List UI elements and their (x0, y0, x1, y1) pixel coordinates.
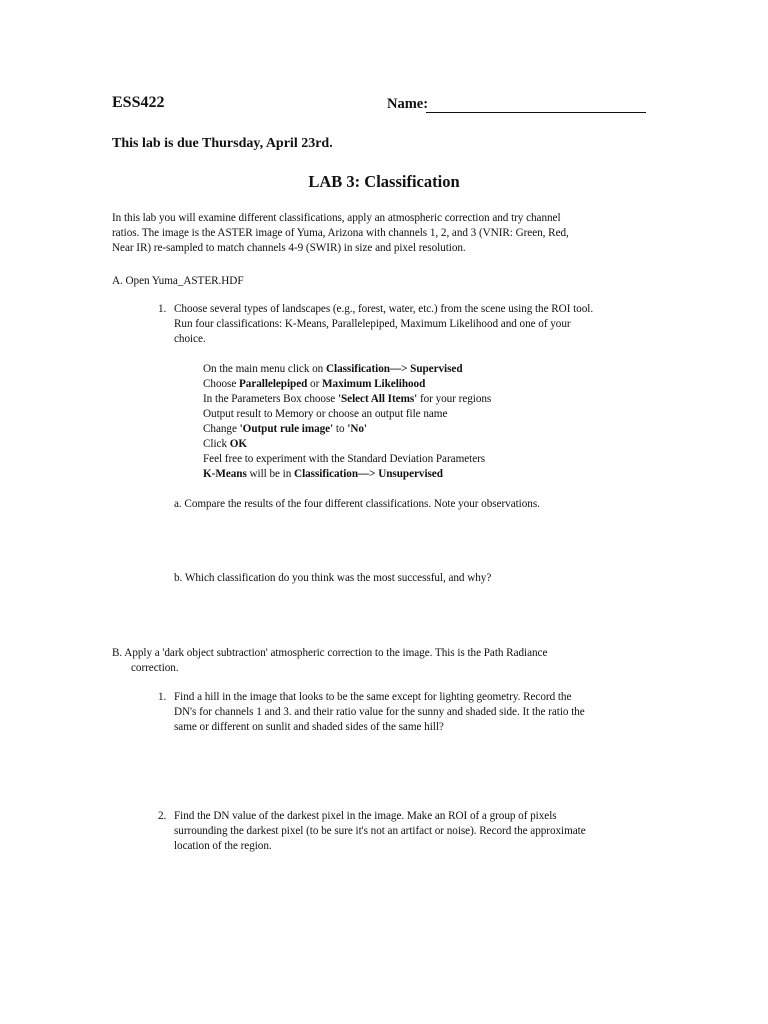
item-number: 2. (158, 810, 167, 822)
question-b: b. Which classification do you think was the most successful, and why? (174, 572, 492, 584)
item-line: surrounding the darkest pixel (to be sure it's not an artifact or noise). Record the approximate (174, 825, 586, 837)
step-line: Output result to Memory or choose an output file name (203, 408, 448, 420)
item-number: 1. (158, 303, 167, 315)
section-b-heading-cont: correction. (131, 662, 179, 674)
section-b-item-1 (174, 690, 585, 735)
step-line: K-Means will be in Classification—> Unsupervised (203, 468, 443, 480)
section-b-heading: B. Apply a 'dark object subtraction' atmospheric correction to the image. This is the Path Radiance (112, 647, 548, 659)
item-line: Find a hill in the image that looks to be the same except for lighting geometry. Record the (174, 691, 572, 703)
due-date: This lab is due Thursday, April 23rd. (112, 136, 333, 151)
item-line: DN's for channels 1 and 3. and their ratio value for the sunny and shaded side. It the ratio the (174, 706, 585, 718)
instruction-steps (203, 362, 491, 482)
course-code: ESS422 (112, 94, 165, 111)
step-line: Click OK (203, 438, 248, 450)
step-line: Feel free to experiment with the Standard Deviation Parameters (203, 453, 486, 465)
lab-title: LAB 3: Classification (308, 172, 460, 191)
intro-line: ratios. The image is the ASTER image of Yuma, Arizona with channels 1, 2, and 3 (VNIR: Green, Red, (112, 227, 569, 239)
item-line: Find the DN value of the darkest pixel in the image. Make an ROI of a group of pixels (174, 810, 557, 822)
item-line: location of the region. (174, 840, 272, 852)
intro-line: In this lab you will examine different classifications, apply an atmospheric correction and try channel (112, 212, 561, 224)
intro-paragraph (112, 211, 569, 256)
item-line: choice. (174, 333, 206, 345)
section-a-item-1 (174, 302, 593, 347)
name-label: Name: (387, 96, 429, 112)
step-line: Change 'Output rule image' to 'No' (203, 423, 367, 435)
item-line: same or different on sunlit and shaded sides of the same hill? (174, 721, 444, 733)
item-line: Choose several types of landscapes (e.g., forest, water, etc.) from the scene using the ROI tool. (174, 303, 594, 315)
step-line: Choose Parallelepiped or Maximum Likelihood (203, 378, 426, 390)
item-number: 1. (158, 691, 167, 703)
item-line: Run four classifications: K-Means, Parallelepiped, Maximum Likelihood and one of your (174, 318, 571, 330)
question-a: a. Compare the results of the four different classifications. Note your observations. (174, 498, 540, 510)
section-a-heading: A. Open Yuma_ASTER.HDF (112, 275, 244, 287)
intro-line: Near IR) re-sampled to match channels 4-9 (SWIR) in size and pixel resolution. (112, 242, 466, 254)
step-line: In the Parameters Box choose 'Select All Items' for your regions (203, 393, 492, 405)
name-blank-line (426, 112, 646, 113)
section-b-item-2 (174, 809, 586, 854)
step-line: On the main menu click on Classification—> Supervised (203, 363, 463, 375)
